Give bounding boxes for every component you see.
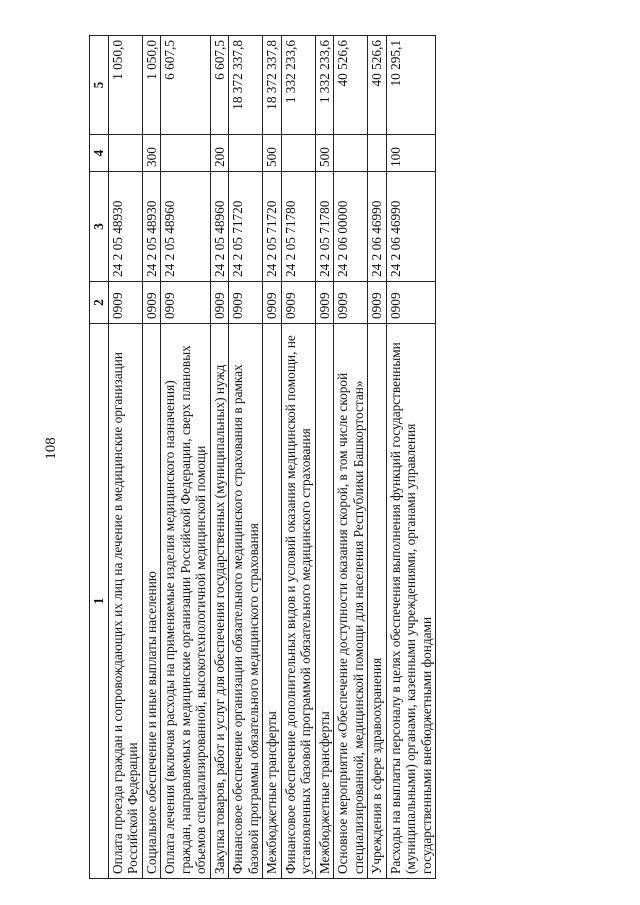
table-row bbox=[368, 36, 387, 879]
row-target: 24 2 05 71780 bbox=[281, 172, 315, 282]
row-amount: 18 372 337,8 bbox=[263, 36, 282, 135]
table-header-row bbox=[90, 36, 109, 879]
row-type bbox=[334, 135, 368, 172]
row-name: Закупка товаров, работ и услуг для обеспечения государственных (муниципальных) нужд bbox=[210, 324, 229, 879]
table-row bbox=[229, 36, 263, 879]
table-row bbox=[108, 36, 142, 879]
row-name: Расходы на выплаты персоналу в целях обеспечения выполнения функций государственными (муниципальными) органами, казенными учреждениями, органами управления государственными внебюджетными фондами bbox=[386, 324, 436, 879]
row-type bbox=[229, 135, 263, 172]
row-section: 0909 bbox=[315, 282, 334, 324]
row-target: 24 2 05 71720 bbox=[263, 172, 282, 282]
budget-table-rotated bbox=[89, 36, 609, 879]
table-row bbox=[263, 36, 282, 879]
row-type: 300 bbox=[142, 135, 161, 172]
row-target: 24 2 06 00000 bbox=[334, 172, 368, 282]
row-section: 0909 bbox=[281, 282, 315, 324]
table-row bbox=[161, 36, 211, 879]
row-name: Социальное обеспечение и иные выплаты населению bbox=[142, 324, 161, 879]
row-type bbox=[281, 135, 315, 172]
row-target: 24 2 05 71720 bbox=[229, 172, 263, 282]
row-amount: 1 050,0 bbox=[142, 36, 161, 135]
row-amount: 10 295,1 bbox=[386, 36, 436, 135]
row-target: 24 2 05 71780 bbox=[315, 172, 334, 282]
row-type bbox=[161, 135, 211, 172]
table-row bbox=[142, 36, 161, 879]
row-type: 500 bbox=[315, 135, 334, 172]
row-type: 100 bbox=[386, 135, 436, 172]
row-name: Оплата лечения (включая расходы на применяемые изделия медицинского назначения) граждан, направляемых в медицинские организации Российской Федерации, сверх плановых объемов специализированной, высокотехнологичной медицинской помощи bbox=[161, 324, 211, 879]
row-amount: 1 332 233,6 bbox=[315, 36, 334, 135]
row-name: Финансовое обеспечение дополнительных видов и условий оказания медицинской помощи, не установленных базовой программой обязательного медицинского страхования bbox=[281, 324, 315, 879]
header-col-4: 4 bbox=[90, 135, 109, 172]
row-name: Межбюджетные трансферты bbox=[315, 324, 334, 879]
row-section: 0909 bbox=[263, 282, 282, 324]
row-section: 0909 bbox=[161, 282, 211, 324]
table-row bbox=[210, 36, 229, 879]
row-section: 0909 bbox=[334, 282, 368, 324]
row-name: Финансовое обеспечение организации обязательного медицинского страхования в рамках базовой программы обязательного медицинского страхования bbox=[229, 324, 263, 879]
row-section: 0909 bbox=[229, 282, 263, 324]
row-target: 24 2 05 48960 bbox=[210, 172, 229, 282]
row-target: 24 2 05 48960 bbox=[161, 172, 211, 282]
row-section: 0909 bbox=[368, 282, 387, 324]
table-row bbox=[334, 36, 368, 879]
row-section: 0909 bbox=[142, 282, 161, 324]
row-name: Межбюджетные трансферты bbox=[263, 324, 282, 879]
row-amount: 18 372 337,8 bbox=[229, 36, 263, 135]
table-row bbox=[386, 36, 436, 879]
row-type: 500 bbox=[263, 135, 282, 172]
header-col-5: 5 bbox=[90, 36, 109, 135]
page-number: 108 bbox=[42, 437, 59, 460]
row-amount: 1 332 233,6 bbox=[281, 36, 315, 135]
row-amount: 6 607,5 bbox=[210, 36, 229, 135]
row-type: 200 bbox=[210, 135, 229, 172]
header-col-1: 1 bbox=[90, 324, 109, 879]
row-section: 0909 bbox=[386, 282, 436, 324]
row-target: 24 2 06 46990 bbox=[368, 172, 387, 282]
row-target: 24 2 05 48930 bbox=[142, 172, 161, 282]
row-amount: 1 050,0 bbox=[108, 36, 142, 135]
row-section: 0909 bbox=[108, 282, 142, 324]
row-amount: 40 526,6 bbox=[334, 36, 368, 135]
header-col-2: 2 bbox=[90, 282, 109, 324]
row-section: 0909 bbox=[210, 282, 229, 324]
row-type bbox=[368, 135, 387, 172]
table-row bbox=[281, 36, 315, 879]
row-amount: 6 607,5 bbox=[161, 36, 211, 135]
row-target: 24 2 06 46990 bbox=[386, 172, 436, 282]
row-name: Основное мероприятие «Обеспечение доступности оказания скорой, в том числе скорой специализированной, медицинской помощи для населения Республики Башкортостан» bbox=[334, 324, 368, 879]
table-row bbox=[315, 36, 334, 879]
row-type bbox=[108, 135, 142, 172]
row-amount: 40 526,6 bbox=[368, 36, 387, 135]
budget-table bbox=[89, 35, 436, 879]
row-name: Учреждения в сфере здравоохранения bbox=[368, 324, 387, 879]
row-target: 24 2 05 48930 bbox=[108, 172, 142, 282]
row-name: Оплата проезда граждан и сопровождающих их лиц на лечение в медицинские организации Российской Федерации bbox=[108, 324, 142, 879]
header-col-3: 3 bbox=[90, 172, 109, 282]
